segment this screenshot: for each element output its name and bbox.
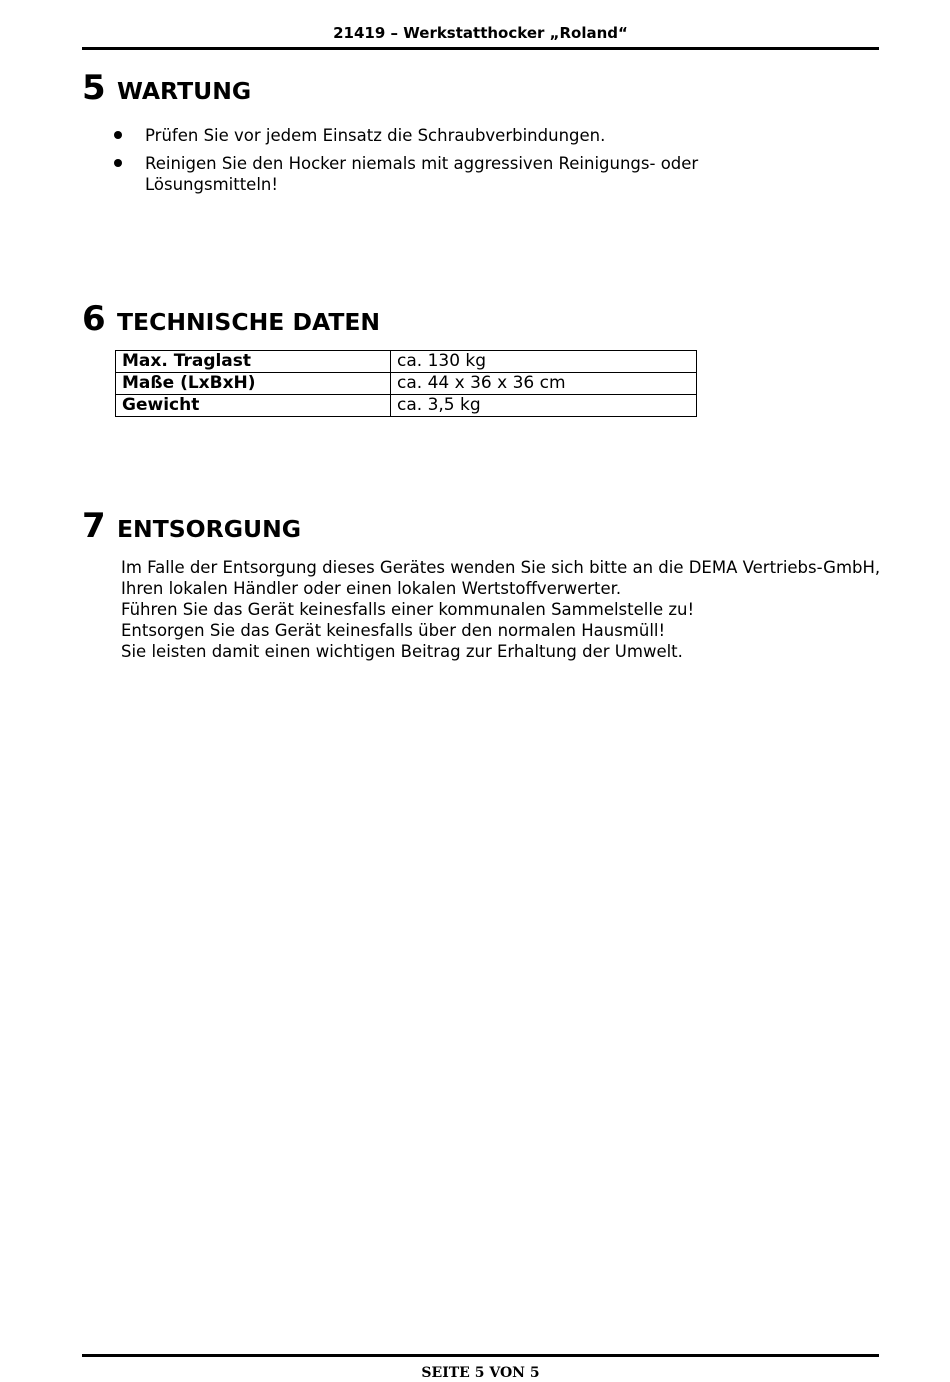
technical-data-table bbox=[115, 350, 697, 417]
paragraph: Entsorgen Sie das Gerät keinesfalls über den normalen Hausmüll! bbox=[121, 621, 666, 640]
section-heading-wartung bbox=[82, 68, 251, 111]
paragraph: Sie leisten damit einen wichtigen Beitrag zur Erhaltung der Umwelt. bbox=[121, 642, 683, 661]
list-item-text: Reinigen Sie den Hocker niemals mit aggressiven Reinigungs- oder Lösungsmitteln! bbox=[145, 154, 699, 194]
list-item-text: Prüfen Sie vor jedem Einsatz die Schraubverbindungen. bbox=[145, 126, 606, 145]
list-item bbox=[112, 153, 762, 195]
document-title: 21419 – Werkstatthocker „Roland“ bbox=[333, 24, 628, 42]
paragraph: Führen Sie das Gerät keinesfalls einer kommunalen Sammelstelle zu! bbox=[121, 600, 695, 619]
bullet-icon bbox=[114, 159, 122, 167]
page-number: SEITE 5 VON 5 bbox=[421, 1365, 540, 1381]
table-cell-value: ca. 44 x 36 x 36 cm bbox=[391, 373, 697, 395]
section-heading-entsorgung bbox=[82, 506, 301, 549]
table-cell-label: Max. Traglast bbox=[116, 351, 391, 373]
table-cell-value: ca. 130 kg bbox=[391, 351, 697, 373]
section-heading-technische-daten bbox=[82, 299, 380, 342]
bullet-icon bbox=[114, 131, 122, 139]
table-row bbox=[116, 351, 697, 373]
table-cell-value: ca. 3,5 kg bbox=[391, 395, 697, 417]
header-divider bbox=[82, 47, 879, 50]
table-cell-label: Maße (LxBxH) bbox=[116, 373, 391, 395]
list-item bbox=[112, 125, 762, 146]
maintenance-list bbox=[112, 125, 762, 202]
section-title: TECHNISCHE DATEN bbox=[117, 308, 381, 336]
table-row bbox=[116, 395, 697, 417]
section-number: 6 bbox=[82, 299, 106, 339]
section-title: ENTSORGUNG bbox=[117, 515, 302, 543]
section-number: 5 bbox=[82, 68, 106, 108]
section-title: WARTUNG bbox=[117, 77, 252, 105]
table-cell-label: Gewicht bbox=[116, 395, 391, 417]
disposal-text bbox=[121, 557, 881, 662]
section-number: 7 bbox=[82, 506, 106, 546]
table-row bbox=[116, 373, 697, 395]
footer-divider bbox=[82, 1354, 879, 1357]
paragraph: Im Falle der Entsorgung dieses Gerätes wenden Sie sich bitte an die DEMA Vertriebs-GmbH, Ihren lokalen Händler oder einen lokalen Wertstoffverwerter. bbox=[121, 558, 881, 598]
